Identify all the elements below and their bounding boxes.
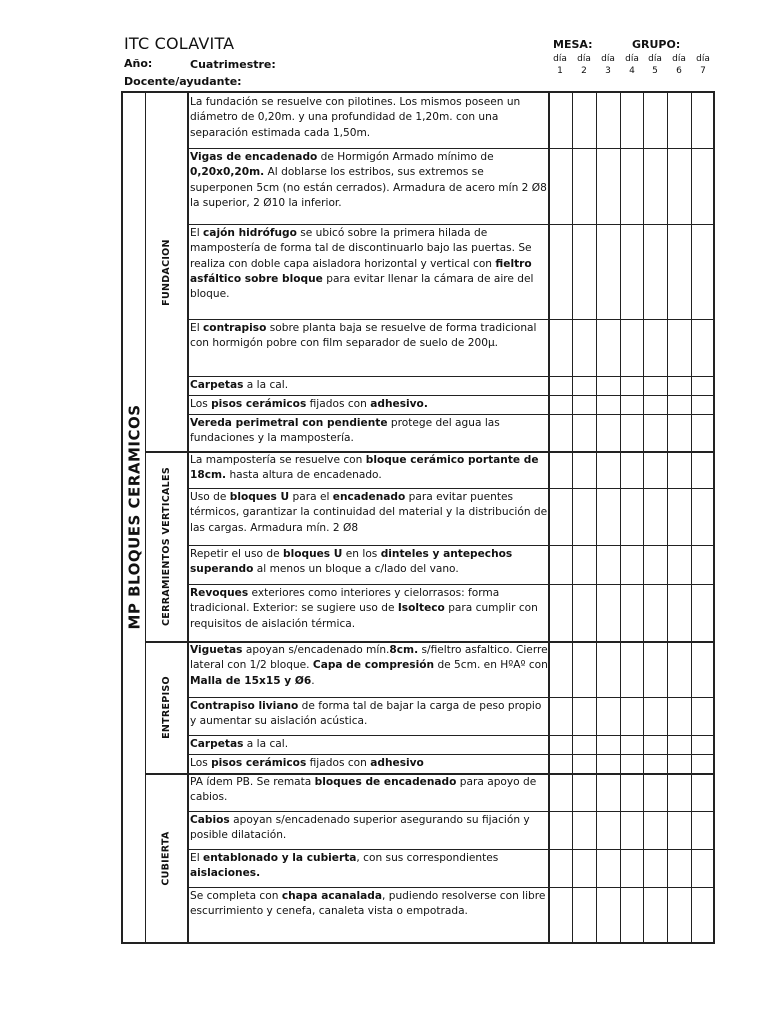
text-run: Repetir el uso de — [190, 548, 283, 560]
row-divider — [187, 395, 713, 396]
text-run: para el — [289, 491, 333, 503]
day-header — [573, 53, 595, 77]
text-run: , con sus correspondientes — [356, 852, 499, 864]
text-run: al menos un bloque a c/lado del vano. — [253, 563, 459, 576]
day-word: día — [696, 54, 710, 64]
row-divider — [187, 584, 713, 585]
day-word: día — [553, 54, 567, 64]
text-run: fijados con — [306, 757, 371, 769]
bold-text-run: aislaciones. — [190, 867, 261, 880]
row-divider — [187, 319, 713, 320]
checklist-row-text — [190, 226, 548, 318]
text-run: apoyan s/encadenado mín. — [242, 644, 390, 656]
day-header — [549, 53, 571, 77]
teacher-label: Docente/ayudante: — [124, 75, 242, 88]
bold-text-run: 8cm. — [389, 644, 419, 656]
row-divider — [187, 811, 713, 812]
checklist-row-text — [190, 643, 548, 696]
section-label: CUBIERTA — [160, 830, 172, 886]
checklist-table — [121, 91, 715, 944]
day-header — [621, 53, 643, 77]
checklist-row-text — [190, 416, 548, 450]
checklist-row-text — [190, 699, 548, 734]
bold-text-run: pisos cerámicos — [211, 757, 307, 769]
column-divider — [572, 93, 573, 942]
text-run: para evitar llenar la cámara de aire del bloque. — [190, 272, 534, 301]
day-word: día — [625, 54, 639, 64]
day-number: 5 — [652, 66, 658, 76]
column-divider — [620, 93, 621, 942]
checklist-row-text — [190, 397, 548, 413]
day-word: día — [672, 54, 686, 64]
bold-text-run: 0,20x0,20m. — [190, 166, 265, 179]
text-run: de Hormigón Armado mínimo de — [317, 151, 494, 163]
bold-text-run: Revoques — [190, 587, 249, 599]
text-run: sobre planta baja se resuelve de forma tradicional con hormigón pobre con film separador de suelo de 200µ. — [190, 322, 537, 350]
bold-text-run: Malla de 15x15 y Ø6 — [190, 674, 312, 687]
text-run: s/fieltro asfaltico. Cierre lateral con 1/2 bloque. — [190, 644, 548, 672]
section-label: CERRAMIENTOS VERTICALES — [160, 466, 172, 626]
bold-text-run: adhesivo — [370, 757, 424, 769]
text-run: hasta altura de encadenado. — [226, 469, 382, 482]
checklist-row-text — [190, 889, 548, 942]
text-run: de 5cm. en HºAº con — [434, 659, 548, 672]
bold-text-run: chapa acanalada — [281, 890, 382, 902]
day-header — [644, 53, 666, 77]
checklist-row-text — [190, 756, 548, 772]
row-divider — [187, 697, 713, 698]
row-divider — [187, 754, 713, 755]
mesa-label: MESA: — [553, 38, 593, 51]
text-run: exteriores como interiores y cielorrasos: forma tradicional. Exterior: se sugiere uso de — [190, 587, 500, 615]
text-run: La mampostería se resuelve con — [190, 454, 366, 466]
text-run: Uso de — [190, 491, 230, 503]
bold-text-run: Cabios — [190, 814, 230, 826]
row-divider — [187, 545, 713, 546]
day-number: 3 — [605, 66, 611, 76]
bold-text-run: contrapiso — [203, 322, 267, 334]
bold-text-run: Viguetas — [190, 644, 243, 656]
bold-text-run: dinteles y antepechos superando — [190, 548, 513, 576]
checklist-row-text — [190, 150, 548, 223]
column-divider — [667, 93, 668, 942]
bold-text-run: cajón hidrófugo — [203, 227, 297, 239]
bold-text-run: encadenado — [332, 491, 406, 503]
text-run: para cumplir con requisitos de aislación térmica. — [190, 602, 538, 630]
day-word: día — [648, 54, 662, 64]
main-category-label: MP BLOQUES CERAMICOS — [125, 404, 144, 630]
column-divider — [643, 93, 644, 942]
row-divider — [187, 488, 713, 489]
bold-text-run: Carpetas — [190, 738, 244, 750]
day-header — [597, 53, 619, 77]
text-run: Los — [190, 757, 212, 769]
bold-text-run: pisos cerámicos — [211, 398, 307, 410]
term-label: Cuatrimestre: — [190, 58, 276, 71]
row-divider — [187, 849, 713, 850]
bold-text-run: bloque cerámico portante de 18cm. — [190, 454, 539, 482]
row-divider — [187, 148, 713, 149]
day-header — [668, 53, 690, 77]
day-number: 4 — [629, 66, 635, 76]
checklist-row-text — [190, 813, 548, 848]
text-run: Se completa con — [190, 890, 282, 902]
day-header — [692, 53, 714, 77]
text-run: El — [190, 852, 204, 864]
text-run: El — [190, 227, 204, 239]
text-run: de forma tal de bajar la carga de peso propio y aumentar su aislación acústica. — [190, 700, 542, 728]
section-label: ENTREPISO — [160, 675, 172, 739]
bold-text-run: Contrapiso liviano — [190, 700, 299, 712]
checklist-row-text — [190, 490, 548, 544]
bold-text-run: entablonado y la cubierta — [203, 852, 357, 864]
day-number: 2 — [581, 66, 587, 76]
row-divider — [187, 376, 713, 377]
checklist-row-text — [190, 586, 548, 640]
day-word: día — [577, 54, 591, 64]
text-run: protege del agua las fundaciones y la mampostería. — [190, 417, 500, 445]
bold-text-run: fieltro asfáltico sobre bloque — [190, 257, 532, 285]
checklist-row-text — [190, 737, 548, 753]
grupo-label: GRUPO: — [632, 38, 681, 51]
text-run: PA ídem PB. Se remata — [190, 776, 315, 788]
checklist-row-text — [190, 378, 548, 394]
day-number: 7 — [700, 66, 706, 76]
bold-text-run: adhesivo. — [370, 398, 428, 410]
text-run: para apoyo de cabios. — [190, 776, 537, 804]
text-run: Al doblarse los estribos, sus extremos se superponen 5cm (no están cerrados). Armadura de acero mín 2 Ø8 la superior, 2 Ø10 la inferior. — [190, 166, 547, 209]
row-divider — [187, 414, 713, 415]
bold-text-run: Capa de compresión — [312, 659, 435, 672]
text-run: fijados con — [306, 398, 371, 410]
column-divider — [596, 93, 597, 942]
bold-text-run: bloques U — [283, 548, 343, 560]
text-run: Los — [190, 398, 212, 410]
row-divider — [187, 224, 713, 225]
bold-text-run: Vereda perimetral con pendiente — [190, 417, 388, 429]
row-divider — [187, 735, 713, 736]
text-run: apoyan s/encadenado superior asegurando su fijación y posible dilatación. — [190, 814, 530, 842]
text-run: a la cal. — [243, 738, 289, 750]
column-divider — [691, 93, 692, 942]
checklist-row-text — [190, 321, 548, 375]
text-run: , pudiendo resolverse con libre escurrimiento y cenefa, canaleta vista o empotrada. — [190, 890, 546, 918]
column-divider — [145, 93, 146, 942]
bold-text-run: bloques U — [229, 491, 290, 503]
checklist-row-text — [190, 547, 548, 583]
row-divider — [187, 887, 713, 888]
day-number: 1 — [557, 66, 563, 76]
day-word: día — [601, 54, 615, 64]
text-run: El — [190, 322, 204, 334]
bold-text-run: Isolteco — [397, 602, 445, 615]
checklist-row-text — [190, 95, 548, 147]
section-label: FUNDACION — [160, 238, 172, 306]
document-title: ITC COLAVITA — [124, 34, 235, 53]
bold-text-run: Vigas de encadenado — [190, 151, 318, 163]
text-run: La fundación se resuelve con pilotines. Los mismos poseen un diámetro de 0,20m. y una profundidad de 1,20m. con una separación estimada cada 1,50m. — [190, 96, 521, 139]
checklist-row-text — [190, 453, 548, 487]
checklist-row-text — [190, 851, 548, 886]
column-divider — [548, 93, 550, 942]
bold-text-run: Carpetas — [190, 379, 244, 391]
year-label: Año: — [124, 57, 153, 70]
text-run: para evitar puentes térmicos, garantizar la continuidad del material y la distribución de las cargas. Armadura mín. 2 Ø8 — [190, 491, 548, 534]
text-run: a la cal. — [243, 379, 289, 391]
checklist-row-text — [190, 775, 548, 810]
bold-text-run: bloques de encadenado — [314, 776, 457, 788]
text-run: . — [311, 674, 315, 687]
day-number: 6 — [676, 66, 682, 76]
text-run: se ubicó sobre la primera hilada de mampostería de forma tal de discontinuarlo bajo las puertas. Se realiza con doble capa aisladora horizontal y vertical con — [190, 227, 532, 270]
text-run: en los — [342, 548, 381, 560]
column-divider — [187, 93, 189, 942]
